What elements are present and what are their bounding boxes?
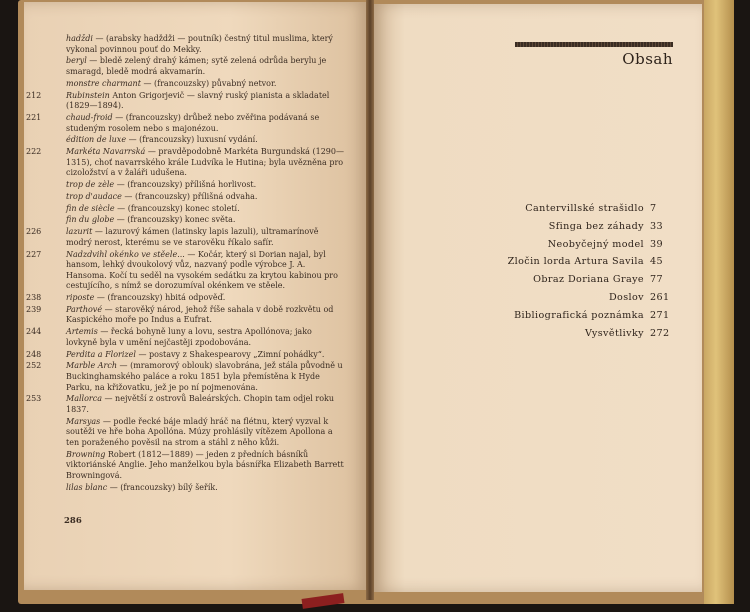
toc-page: 271	[650, 309, 670, 321]
contents-heading: Obsah	[622, 50, 673, 68]
glossary-entry	[26, 293, 344, 304]
glossary-entry	[66, 180, 344, 191]
toc-page: 33	[650, 220, 664, 232]
glossary-definition: — (francouzsky) přílišná horlivost.	[114, 180, 257, 190]
glossary-term: lazurit	[66, 227, 93, 237]
glossary-term: Mallorca	[66, 394, 102, 404]
glossary-entry	[26, 349, 344, 361]
glossary-term: monstre charmant	[66, 78, 141, 88]
decorative-rule	[515, 42, 673, 47]
glossary-definition: Anton Grigorjevič — slavný ruský pianista a skladatel (1829—1894).	[66, 90, 330, 111]
glossary-term: trop de zèle	[66, 180, 115, 190]
toc-title: Zločin lorda Artura Savila	[507, 256, 644, 268]
glossary-entry	[66, 135, 344, 146]
glossary-definition: — (francouzsky) konec světa.	[114, 215, 236, 225]
glossary-entry	[26, 227, 344, 248]
glossary-term: hadždi	[66, 34, 93, 43]
glossary-definition: — lazurový kámen (latinsky lapis lazuli), ultramarínově modrý nerost, kterému se ve starověku říkalo safír.	[66, 227, 319, 247]
glossary-definition: — (francouzsky) konec století.	[114, 203, 240, 213]
glossary-definition: — (francouzsky) přílišná odvaha.	[121, 191, 258, 201]
glossary-term: fin du globe	[66, 215, 115, 225]
toc-page: 77	[650, 274, 664, 286]
table-of-contents	[470, 203, 680, 345]
glossary-definition: — (mramorový oblouk) slavobrána, jež stála původně u Buckinghamského paláce a roku 1851 byla přemístěna k Hyde Parku, na křižovatku, jež je po ní pojmenována.	[66, 361, 343, 392]
toc-page: 7	[650, 203, 657, 214]
toc-entry	[470, 328, 680, 346]
glossary-term: riposte	[66, 293, 95, 303]
glossary-entry	[66, 204, 344, 215]
glossary-page-ref: 212	[26, 90, 42, 100]
glossary-term: Marsyas	[66, 416, 101, 426]
glossary-term: Artemis	[66, 327, 98, 337]
glossary-page-ref: 226	[26, 227, 42, 237]
glossary-page-ref: 238	[26, 293, 42, 303]
glossary-definition: — starověký národ, jehož říše sahala v době rozkvětu od Kaspického moře po Indus a Eufrat.	[66, 304, 334, 325]
glossary-definition: — bledě zelený drahý kámen; sytě zelená odrůda berylu je smaragd, bledě modrá akvamarín.	[66, 56, 327, 76]
glossary-list	[26, 34, 344, 494]
glossary-page-ref: 253	[26, 394, 42, 404]
glossary-definition: — největší z ostrovů Baleárských. Chopin tam odjel roku 1837.	[66, 394, 335, 414]
glossary-entry	[66, 417, 344, 449]
glossary-page-ref: 222	[26, 147, 42, 157]
glossary-definition: — (francouzsky) hbitá odpověď.	[94, 293, 226, 303]
glossary-entry	[66, 483, 344, 494]
glossary-page-ref: 239	[26, 304, 42, 314]
glossary-entry	[66, 215, 344, 226]
toc-page: 261	[650, 291, 670, 303]
toc-entry	[470, 292, 680, 310]
glossary-definition: — řecká bohyně luny a lovu, sestra Apollónova; jako lovkyně byla v umění nejčastěji zpodobována.	[66, 327, 312, 347]
toc-page: 272	[650, 327, 670, 339]
glossary-term: trop d'audace	[66, 191, 122, 201]
glossary-entry	[26, 361, 344, 393]
glossary-term: édition de luxe	[66, 135, 127, 145]
glossary-page-ref: 244	[26, 327, 42, 337]
glossary-term: Browning	[66, 449, 106, 459]
glossary-entry	[66, 192, 344, 203]
glossary-term: Nadzdvihl okénko ve stěele...	[66, 249, 185, 259]
glossary-term: Parthové	[66, 304, 103, 314]
toc-entry	[470, 239, 680, 257]
glossary-page-ref: 227	[26, 249, 42, 259]
glossary-entry	[26, 112, 344, 134]
glossary-term: Rubinstein	[66, 90, 110, 100]
toc-title: Sfinga bez záhady	[548, 220, 644, 232]
glossary-entry	[26, 147, 344, 179]
glossary-entry	[66, 56, 344, 77]
toc-page: 45	[650, 256, 664, 268]
glossary-page-ref: 221	[26, 112, 42, 122]
glossary-term: beryl	[66, 56, 87, 66]
glossary-entry	[26, 249, 344, 292]
glossary-definition: — (francouzsky) půvabný netvor.	[140, 78, 277, 88]
toc-entry	[470, 203, 680, 221]
toc-title: Vysvětlivky	[584, 327, 644, 339]
toc-entry	[470, 256, 680, 274]
toc-entry	[470, 221, 680, 239]
glossary-page-ref: 248	[26, 349, 42, 359]
glossary-term: Perdita a Florizel	[66, 349, 136, 359]
glossary-entry	[26, 394, 344, 415]
glossary-definition: Robert (1812—1889) — jeden z předních básníků viktoriánské Anglie. Jeho manželkou byla básnířka Elizabeth Barrett Browningová.	[66, 449, 344, 480]
glossary-entry	[66, 450, 344, 482]
toc-title: Doslov	[608, 291, 644, 303]
glossary-definition: — (francouzsky) bílý šeřík.	[107, 482, 218, 492]
toc-page: 39	[650, 238, 664, 250]
toc-title: Cantervillské strašidlo	[525, 203, 644, 214]
glossary-page-ref: 252	[26, 361, 42, 371]
glossary-entry	[26, 327, 344, 348]
glossary-definition: — (francouzsky) drůbež nebo zvěřina podávaná se studeným rosolem nebo s majonézou.	[66, 112, 320, 133]
glossary-definition: — postavy z Shakespearovy „Zimní pohádky“.	[135, 349, 325, 359]
book-gutter	[366, 0, 374, 600]
glossary-definition: — Kočár, který si Dorian najal, byl hansom, lehký dvoukolový vůz, nazvaný podle výrobce J. A. Hansoma. Kočí tu seděl na vysokém sedátku za krytou kabinou pro cestujícího, s nímž se dorozumíval okénkem ve stěele.	[66, 249, 338, 291]
glossary-term: Markéta Navarrská	[66, 147, 146, 157]
glossary-definition: — (arabsky hadždži — poutník) čestný titul muslima, který vykonal povinnou pouť do Mekky.	[66, 34, 333, 54]
glossary-entry	[26, 90, 344, 112]
glossary-term: fin de siècle	[66, 203, 115, 213]
book-cover-edge	[704, 0, 734, 604]
glossary-entry	[26, 304, 344, 326]
toc-entry	[470, 310, 680, 328]
toc-entry	[470, 274, 680, 292]
glossary-definition: — pravděpodobně Markéta Burgundská (1290—1315), choť navarrského krále Ludvíka le Hutina; byla uvězněna pro cizoložství a v žaláři udušena.	[66, 147, 344, 178]
page-number: 286	[64, 516, 82, 526]
toc-title: Neobyčejný model	[547, 238, 644, 250]
toc-title: Bibliografická poznámka	[514, 309, 644, 321]
glossary-term: Marble Arch	[66, 361, 117, 371]
glossary-term: lilas blanc	[66, 482, 108, 492]
glossary-definition: — (francouzsky) luxusní vydání.	[126, 135, 258, 145]
toc-title: Obraz Doriana Graye	[533, 274, 644, 286]
glossary-term: chaud-froid	[66, 112, 113, 122]
glossary-entry	[66, 79, 344, 90]
glossary-entry	[66, 34, 344, 55]
glossary-definition: — podle řecké báje mladý hráč na flétnu, který vyzval k soutěži ve hře boha Apollóna. Múzy prohlásily vítězem Apollona a ten poraženého pověsil na strom a stáhl z něho kůži.	[66, 416, 333, 447]
